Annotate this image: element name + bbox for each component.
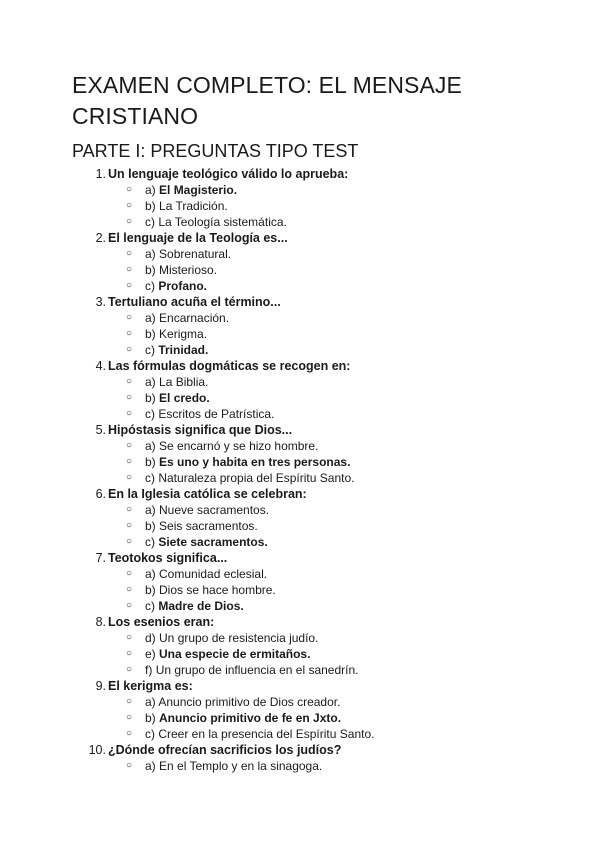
option-label [145, 278, 207, 294]
question-text: ¿Dónde ofrecían sacrificios los judíos? [108, 743, 342, 757]
option-text: Naturaleza propia del Espíritu Santo. [158, 471, 355, 485]
option-list [0, 758, 600, 774]
answer-option [0, 406, 600, 422]
hollow-circle-bullet-icon: ○ [126, 392, 133, 403]
correct-answer-text: Una especie de ermitaños. [159, 647, 311, 661]
hollow-circle-bullet-icon: ○ [126, 472, 133, 483]
question-number: 5. [95, 423, 106, 437]
option-letter: c) [145, 727, 155, 741]
question-number: 4. [95, 359, 106, 373]
hollow-circle-bullet-icon: ○ [126, 584, 133, 595]
option-label [145, 598, 244, 614]
option-letter: c) [145, 471, 155, 485]
answer-option [0, 182, 600, 198]
question-item [0, 166, 600, 230]
option-label [145, 198, 228, 214]
option-label [145, 694, 340, 710]
option-list [0, 502, 600, 550]
hollow-circle-bullet-icon: ○ [126, 600, 133, 611]
option-label [145, 310, 229, 326]
option-letter: b) [145, 583, 156, 597]
answer-option [0, 534, 600, 550]
answer-option [0, 662, 600, 678]
option-text: Anuncio primitivo de Dios creador. [158, 695, 341, 709]
option-text: La Biblia. [159, 375, 209, 389]
option-text: Un grupo de influencia en el sanedrín. [155, 663, 359, 677]
correct-answer-text: El credo. [159, 391, 210, 405]
option-letter: c) [145, 535, 155, 549]
hollow-circle-bullet-icon: ○ [126, 760, 133, 771]
answer-option [0, 198, 600, 214]
question-line [0, 486, 600, 502]
answer-option [0, 582, 600, 598]
hollow-circle-bullet-icon: ○ [126, 568, 133, 579]
hollow-circle-bullet-icon: ○ [126, 216, 133, 227]
hollow-circle-bullet-icon: ○ [126, 408, 133, 419]
question-text: El lenguaje de la Teología es... [108, 231, 288, 245]
option-list [0, 182, 600, 230]
answer-option [0, 262, 600, 278]
question-item [0, 614, 600, 678]
question-number: 9. [95, 679, 106, 693]
option-letter: a) [145, 503, 156, 517]
hollow-circle-bullet-icon: ○ [126, 200, 133, 211]
option-label [145, 390, 210, 406]
option-label [145, 710, 341, 726]
answer-option [0, 630, 600, 646]
question-item [0, 678, 600, 742]
option-letter: a) [145, 695, 156, 709]
option-label [145, 726, 374, 742]
option-label [145, 758, 322, 774]
option-label [145, 406, 274, 422]
option-text: Seis sacramentos. [159, 519, 258, 533]
question-line [0, 294, 600, 310]
option-letter: b) [145, 711, 156, 725]
option-letter: c) [145, 343, 155, 357]
option-label [145, 214, 287, 230]
option-text: Kerigma. [159, 327, 208, 341]
option-text: Encarnación. [159, 311, 230, 325]
hollow-circle-bullet-icon: ○ [126, 440, 133, 451]
answer-option [0, 598, 600, 614]
hollow-circle-bullet-icon: ○ [126, 376, 133, 387]
option-letter: c) [145, 599, 155, 613]
hollow-circle-bullet-icon: ○ [126, 328, 133, 339]
correct-answer-text: Es uno y habita en tres personas. [159, 455, 351, 469]
option-letter: a) [145, 183, 156, 197]
option-label [145, 182, 237, 198]
question-number: 8. [95, 615, 106, 629]
option-text: La Tradición. [159, 199, 228, 213]
option-text: Se encarnó y se hizo hombre. [159, 439, 319, 453]
answer-option [0, 470, 600, 486]
option-letter: a) [145, 567, 156, 581]
option-label [145, 438, 318, 454]
answer-option [0, 326, 600, 342]
answer-option [0, 374, 600, 390]
option-text: En el Templo y en la sinagoga. [159, 759, 323, 773]
correct-answer-text: Anuncio primitivo de fe en Jxto. [159, 711, 342, 725]
option-list [0, 374, 600, 422]
question-text: En la Iglesia católica se celebran: [108, 487, 307, 501]
option-list [0, 438, 600, 486]
correct-answer-text: Profano. [158, 279, 208, 293]
question-line [0, 166, 600, 182]
answer-option [0, 694, 600, 710]
option-list [0, 694, 600, 742]
answer-option [0, 438, 600, 454]
option-letter: f) [145, 663, 153, 677]
option-letter: b) [145, 263, 156, 277]
question-line [0, 678, 600, 694]
option-letter: c) [145, 279, 155, 293]
option-letter: a) [145, 439, 156, 453]
option-letter: c) [145, 407, 155, 421]
option-letter: d) [145, 631, 156, 645]
hollow-circle-bullet-icon: ○ [126, 312, 133, 323]
option-letter: b) [145, 455, 156, 469]
question-text: Teotokos significa... [108, 551, 228, 565]
question-item [0, 742, 600, 774]
question-list [0, 166, 600, 774]
question-text: Un lenguaje teológico válido lo aprueba: [108, 167, 349, 181]
correct-answer-text: Trinidad. [158, 343, 209, 357]
option-text: Sobrenatural. [159, 247, 232, 261]
question-text: Los esenios eran: [108, 615, 215, 629]
option-letter: a) [145, 311, 156, 325]
hollow-circle-bullet-icon: ○ [126, 632, 133, 643]
correct-answer-text: Madre de Dios. [158, 599, 244, 613]
question-number: 7. [95, 551, 106, 565]
option-label [145, 582, 276, 598]
hollow-circle-bullet-icon: ○ [126, 456, 133, 467]
option-text: Escritos de Patrística. [158, 407, 275, 421]
question-text: Las fórmulas dogmáticas se recogen en: [108, 359, 351, 373]
option-label [145, 470, 354, 486]
page-title: EXAMEN COMPLETO: EL MENSAJE CRISTIANO [72, 72, 462, 129]
question-number: 3. [95, 295, 106, 309]
option-label [145, 662, 359, 678]
option-label [145, 374, 208, 390]
question-number: 6. [95, 487, 106, 501]
option-list [0, 566, 600, 614]
option-letter: b) [145, 391, 156, 405]
answer-option [0, 342, 600, 358]
option-text: Misterioso. [159, 263, 218, 277]
option-letter: a) [145, 759, 156, 773]
hollow-circle-bullet-icon: ○ [126, 536, 133, 547]
hollow-circle-bullet-icon: ○ [126, 344, 133, 355]
option-letter: e) [145, 647, 156, 661]
hollow-circle-bullet-icon: ○ [126, 504, 133, 515]
option-label [145, 630, 318, 646]
section-heading: PARTE I: PREGUNTAS TIPO TEST [72, 141, 359, 161]
hollow-circle-bullet-icon: ○ [126, 520, 133, 531]
hollow-circle-bullet-icon: ○ [126, 184, 133, 195]
hollow-circle-bullet-icon: ○ [126, 280, 133, 291]
answer-option [0, 246, 600, 262]
hollow-circle-bullet-icon: ○ [126, 664, 133, 675]
option-letter: b) [145, 327, 156, 341]
question-line [0, 614, 600, 630]
option-list [0, 630, 600, 678]
option-label [145, 646, 310, 662]
question-text: Tertuliano acuña el término... [108, 295, 281, 309]
question-item [0, 358, 600, 422]
question-number: 10. [88, 743, 106, 757]
question-number: 2. [95, 231, 106, 245]
answer-option [0, 214, 600, 230]
option-letter: c) [145, 215, 155, 229]
hollow-circle-bullet-icon: ○ [126, 648, 133, 659]
option-text: Comunidad eclesial. [159, 567, 268, 581]
answer-option [0, 390, 600, 406]
option-label [145, 262, 217, 278]
question-number: 1. [95, 167, 106, 181]
hollow-circle-bullet-icon: ○ [126, 248, 133, 259]
option-letter: b) [145, 199, 156, 213]
option-list [0, 246, 600, 294]
question-line [0, 422, 600, 438]
question-line [0, 230, 600, 246]
option-label [145, 326, 207, 342]
answer-option [0, 278, 600, 294]
option-text: Creer en la presencia del Espíritu Santo. [158, 727, 375, 741]
question-text: El kerigma es: [108, 679, 193, 693]
option-letter: b) [145, 519, 156, 533]
question-line [0, 550, 600, 566]
answer-option [0, 518, 600, 534]
option-letter: a) [145, 375, 156, 389]
option-label [145, 534, 268, 550]
correct-answer-text: El Magisterio. [159, 183, 238, 197]
question-item [0, 294, 600, 358]
option-list [0, 310, 600, 358]
answer-option [0, 502, 600, 518]
question-line [0, 358, 600, 374]
question-item [0, 550, 600, 614]
option-label [145, 246, 231, 262]
option-label [145, 502, 269, 518]
question-text: Hipóstasis significa que Dios... [108, 423, 293, 437]
option-text: Nueve sacramentos. [159, 503, 270, 517]
hollow-circle-bullet-icon: ○ [126, 264, 133, 275]
answer-option [0, 710, 600, 726]
hollow-circle-bullet-icon: ○ [126, 712, 133, 723]
answer-option [0, 646, 600, 662]
option-text: Un grupo de resistencia judío. [159, 631, 319, 645]
option-text: Dios se hace hombre. [159, 583, 276, 597]
hollow-circle-bullet-icon: ○ [126, 728, 133, 739]
option-label [145, 454, 350, 470]
correct-answer-text: Siete sacramentos. [158, 535, 268, 549]
option-label [145, 342, 208, 358]
question-item [0, 486, 600, 550]
hollow-circle-bullet-icon: ○ [126, 696, 133, 707]
answer-option [0, 726, 600, 742]
option-label [145, 518, 258, 534]
option-text: La Teología sistemática. [158, 215, 287, 229]
question-line [0, 742, 600, 758]
answer-option [0, 566, 600, 582]
option-letter: a) [145, 247, 156, 261]
answer-option [0, 454, 600, 470]
answer-option [0, 758, 600, 774]
question-item [0, 230, 600, 294]
question-item [0, 422, 600, 486]
answer-option [0, 310, 600, 326]
option-label [145, 566, 267, 582]
